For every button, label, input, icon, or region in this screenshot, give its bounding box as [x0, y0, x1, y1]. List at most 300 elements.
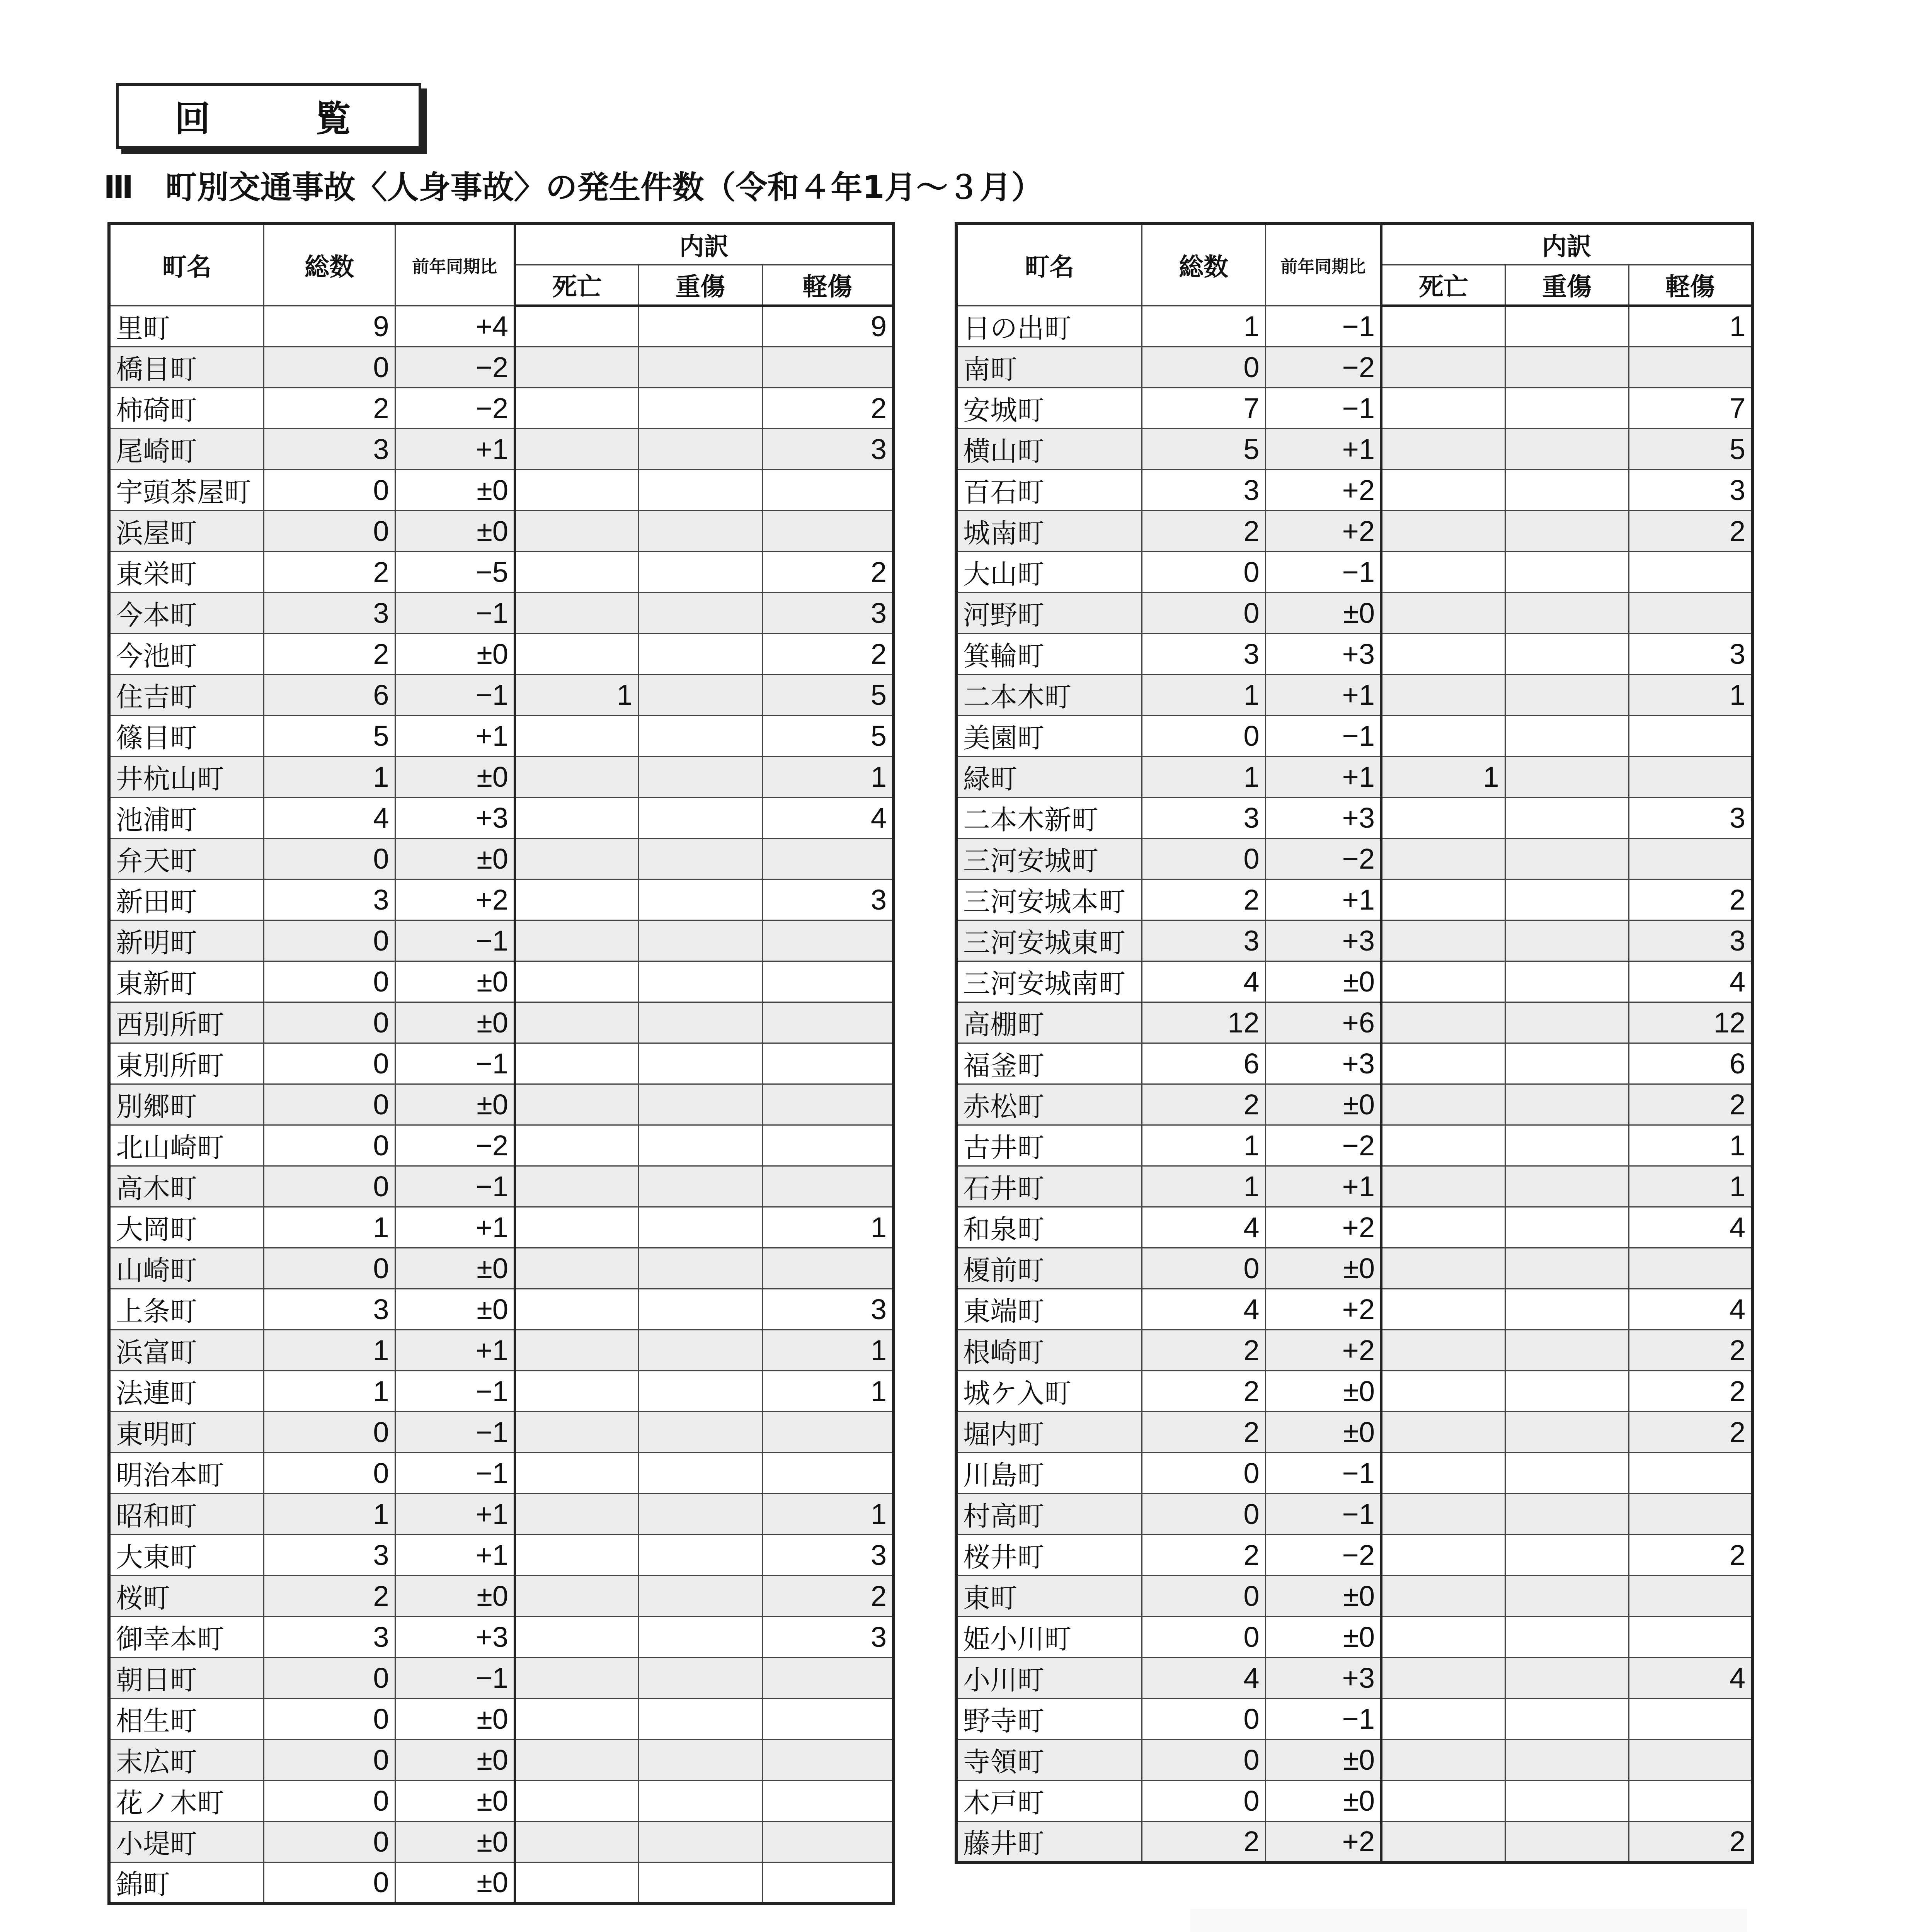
ratio-cell: ±0 [395, 1780, 515, 1821]
table-row [956, 1616, 1752, 1657]
ratio-cell: +3 [1265, 633, 1381, 674]
town-name-cell: 上条町 [109, 1289, 264, 1330]
minor-cell [762, 838, 894, 879]
serious-cell [1505, 1371, 1629, 1412]
ratio-cell: +1 [395, 1493, 515, 1534]
death-cell [515, 1084, 638, 1125]
table-row [109, 1862, 894, 1903]
total-cell: 0 [1142, 1616, 1265, 1657]
town-name-cell: 西別所町 [109, 1002, 264, 1043]
total-cell: 1 [1142, 756, 1265, 797]
ratio-cell: ±0 [1265, 1084, 1381, 1125]
ratio-cell: ±0 [1265, 1575, 1381, 1616]
death-cell [1381, 797, 1505, 838]
minor-cell [1629, 838, 1752, 879]
minor-cell [1629, 1575, 1752, 1616]
minor-cell [762, 1821, 894, 1862]
col-total-header: 総数 [264, 224, 395, 306]
ratio-cell: ±0 [395, 1289, 515, 1330]
minor-cell: 9 [762, 306, 894, 347]
serious-cell [1505, 1452, 1629, 1493]
table-row [956, 1166, 1752, 1207]
table-row [956, 674, 1752, 715]
serious-cell [638, 1657, 762, 1698]
ratio-cell: +6 [1265, 1002, 1381, 1043]
total-cell: 1 [1142, 1166, 1265, 1207]
death-cell [515, 879, 638, 920]
town-name-cell: 川島町 [956, 1452, 1142, 1493]
total-cell: 0 [264, 1452, 395, 1493]
table-row [956, 1821, 1752, 1862]
serious-cell [638, 429, 762, 469]
total-cell: 0 [264, 1002, 395, 1043]
table-row [109, 1739, 894, 1780]
table-row [956, 592, 1752, 633]
ratio-cell: +3 [395, 797, 515, 838]
ratio-cell: ±0 [395, 510, 515, 551]
death-cell [515, 1575, 638, 1616]
kairan-label: 回 覧 [174, 98, 386, 139]
minor-cell [762, 1862, 894, 1903]
serious-cell [638, 838, 762, 879]
serious-cell [638, 920, 762, 961]
table-row [109, 1575, 894, 1616]
ratio-cell: +2 [395, 879, 515, 920]
town-name-cell: 南町 [956, 347, 1142, 388]
ratio-cell: −1 [395, 674, 515, 715]
serious-cell [1505, 920, 1629, 961]
table-row [956, 797, 1752, 838]
total-cell: 0 [1142, 715, 1265, 756]
table-row [109, 1166, 894, 1207]
serious-cell [638, 1575, 762, 1616]
table-row [109, 1002, 894, 1043]
serious-cell [1505, 388, 1629, 429]
table-row [956, 1002, 1752, 1043]
ratio-cell: ±0 [1265, 592, 1381, 633]
total-cell: 5 [1142, 429, 1265, 469]
total-cell: 2 [1142, 510, 1265, 551]
minor-cell [1629, 1248, 1752, 1289]
total-cell: 0 [1142, 1698, 1265, 1739]
ratio-cell: −1 [395, 1657, 515, 1698]
death-cell [515, 1739, 638, 1780]
serious-cell [1505, 674, 1629, 715]
death-cell [515, 1330, 638, 1371]
serious-cell [1505, 1002, 1629, 1043]
town-name-cell: 大岡町 [109, 1207, 264, 1248]
serious-cell [1505, 1412, 1629, 1452]
serious-cell [638, 1371, 762, 1412]
total-cell: 0 [1142, 551, 1265, 592]
minor-cell: 2 [1629, 1821, 1752, 1862]
table-row [109, 1698, 894, 1739]
town-name-cell: 三河安城東町 [956, 920, 1142, 961]
serious-cell [1505, 1534, 1629, 1575]
minor-cell [762, 1002, 894, 1043]
ratio-cell: +1 [1265, 674, 1381, 715]
minor-cell [1629, 1780, 1752, 1821]
serious-cell [638, 1043, 762, 1084]
death-cell [515, 551, 638, 592]
minor-cell: 3 [1629, 797, 1752, 838]
table-row [956, 715, 1752, 756]
ratio-cell: +1 [395, 429, 515, 469]
total-cell: 7 [1142, 388, 1265, 429]
table-row [956, 1534, 1752, 1575]
serious-cell [638, 715, 762, 756]
total-cell: 3 [264, 1289, 395, 1330]
death-cell [1381, 1493, 1505, 1534]
serious-cell [638, 1002, 762, 1043]
minor-cell: 3 [1629, 633, 1752, 674]
minor-cell: 2 [762, 551, 894, 592]
table-row [956, 1739, 1752, 1780]
total-cell: 1 [1142, 306, 1265, 347]
table-row [109, 347, 894, 388]
death-cell [515, 1412, 638, 1452]
table-row [956, 1289, 1752, 1330]
death-cell [1381, 879, 1505, 920]
total-cell: 3 [264, 879, 395, 920]
serious-cell [638, 1125, 762, 1166]
minor-cell: 2 [1629, 1371, 1752, 1412]
table-row [109, 306, 894, 347]
ratio-cell: ±0 [395, 1739, 515, 1780]
minor-cell: 3 [762, 879, 894, 920]
town-name-cell: 東端町 [956, 1289, 1142, 1330]
serious-cell [638, 1493, 762, 1534]
total-cell: 3 [264, 1616, 395, 1657]
minor-cell: 3 [762, 1534, 894, 1575]
death-cell [1381, 306, 1505, 347]
death-cell [1381, 838, 1505, 879]
minor-cell [762, 1780, 894, 1821]
ratio-cell: −2 [1265, 838, 1381, 879]
serious-cell [1505, 510, 1629, 551]
kairan-box [116, 83, 421, 149]
death-cell [1381, 1821, 1505, 1862]
death-cell [1381, 469, 1505, 510]
town-name-cell: 和泉町 [956, 1207, 1142, 1248]
town-name-cell: 二本木新町 [956, 797, 1142, 838]
death-cell [1381, 1575, 1505, 1616]
serious-cell [638, 510, 762, 551]
total-cell: 0 [264, 1862, 395, 1903]
death-cell [515, 1493, 638, 1534]
total-cell: 1 [264, 1330, 395, 1371]
ratio-cell: −2 [1265, 1534, 1381, 1575]
total-cell: 3 [264, 429, 395, 469]
minor-cell [762, 1698, 894, 1739]
death-cell [515, 1125, 638, 1166]
death-cell [1381, 961, 1505, 1002]
total-cell: 0 [264, 1084, 395, 1125]
minor-cell [1629, 1493, 1752, 1534]
death-cell [515, 1821, 638, 1862]
table-body-right [956, 306, 1752, 1862]
minor-cell: 1 [1629, 1166, 1752, 1207]
minor-cell: 5 [1629, 429, 1752, 469]
table-row [109, 1412, 894, 1452]
town-name-cell: 藤井町 [956, 1821, 1142, 1862]
ratio-cell: +3 [1265, 1657, 1381, 1698]
serious-cell [638, 1616, 762, 1657]
serious-cell [1505, 1616, 1629, 1657]
death-cell [515, 1534, 638, 1575]
table-row [956, 756, 1752, 797]
table-row [109, 551, 894, 592]
table-row [956, 633, 1752, 674]
faint-background-print [1190, 1909, 1747, 1932]
col-serious-header: 重傷 [638, 265, 762, 306]
table-row [109, 1780, 894, 1821]
total-cell: 0 [264, 1412, 395, 1452]
accident-table-left [107, 222, 895, 1905]
ratio-cell: +3 [395, 1616, 515, 1657]
town-name-cell: 弁天町 [109, 838, 264, 879]
table-row [109, 592, 894, 633]
minor-cell [762, 510, 894, 551]
total-cell: 2 [1142, 879, 1265, 920]
death-cell [1381, 1534, 1505, 1575]
death-cell [1381, 1125, 1505, 1166]
ratio-cell: +4 [395, 306, 515, 347]
table-row [109, 1248, 894, 1289]
minor-cell: 7 [1629, 388, 1752, 429]
total-cell: 1 [1142, 1125, 1265, 1166]
death-cell [515, 1002, 638, 1043]
town-name-cell: 石井町 [956, 1166, 1142, 1207]
death-cell [515, 961, 638, 1002]
death-cell [1381, 920, 1505, 961]
serious-cell [1505, 429, 1629, 469]
serious-cell [1505, 592, 1629, 633]
town-name-cell: 赤松町 [956, 1084, 1142, 1125]
ratio-cell: −1 [1265, 306, 1381, 347]
table-row [956, 838, 1752, 879]
town-name-cell: 姫小川町 [956, 1616, 1142, 1657]
death-cell [515, 510, 638, 551]
town-name-cell: 住吉町 [109, 674, 264, 715]
minor-cell: 2 [762, 633, 894, 674]
table-row [956, 551, 1752, 592]
col-minor-header: 軽傷 [762, 265, 894, 306]
col-breakdown-header: 内訳 [1381, 224, 1752, 265]
town-name-cell: 箕輪町 [956, 633, 1142, 674]
town-name-cell: 三河安城本町 [956, 879, 1142, 920]
death-cell [1381, 347, 1505, 388]
total-cell: 0 [264, 1248, 395, 1289]
town-name-cell: 法連町 [109, 1371, 264, 1412]
serious-cell [638, 469, 762, 510]
death-cell [515, 1043, 638, 1084]
town-name-cell: 柿碕町 [109, 388, 264, 429]
town-name-cell: 朝日町 [109, 1657, 264, 1698]
minor-cell: 3 [1629, 469, 1752, 510]
death-cell [515, 1248, 638, 1289]
town-name-cell: 橋目町 [109, 347, 264, 388]
town-name-cell: 古井町 [956, 1125, 1142, 1166]
ratio-cell: +1 [1265, 756, 1381, 797]
table-row [956, 469, 1752, 510]
total-cell: 2 [264, 633, 395, 674]
serious-cell [1505, 1289, 1629, 1330]
minor-cell [1629, 592, 1752, 633]
table-row [956, 388, 1752, 429]
table-row [109, 961, 894, 1002]
total-cell: 2 [1142, 1330, 1265, 1371]
total-cell: 0 [264, 1739, 395, 1780]
table-row [956, 510, 1752, 551]
town-name-cell: 小堤町 [109, 1821, 264, 1862]
minor-cell: 3 [1629, 920, 1752, 961]
town-name-cell: 大東町 [109, 1534, 264, 1575]
table-row [109, 797, 894, 838]
minor-cell: 2 [762, 388, 894, 429]
ratio-cell: +1 [395, 1207, 515, 1248]
total-cell: 3 [264, 1534, 395, 1575]
ratio-cell: ±0 [395, 1821, 515, 1862]
total-cell: 1 [264, 756, 395, 797]
ratio-cell: +2 [1265, 1207, 1381, 1248]
death-cell [1381, 388, 1505, 429]
table-row [956, 1575, 1752, 1616]
minor-cell: 1 [762, 1207, 894, 1248]
minor-cell [762, 347, 894, 388]
total-cell: 3 [1142, 633, 1265, 674]
town-name-cell: 榎前町 [956, 1248, 1142, 1289]
town-name-cell: 高木町 [109, 1166, 264, 1207]
serious-cell [1505, 1780, 1629, 1821]
minor-cell: 3 [762, 1616, 894, 1657]
total-cell: 1 [264, 1207, 395, 1248]
table-row [109, 879, 894, 920]
ratio-cell: +3 [1265, 920, 1381, 961]
death-cell [515, 838, 638, 879]
ratio-cell: ±0 [1265, 1248, 1381, 1289]
death-cell [1381, 1698, 1505, 1739]
minor-cell [762, 1657, 894, 1698]
death-cell [1381, 429, 1505, 469]
ratio-cell: ±0 [1265, 1780, 1381, 1821]
total-cell: 5 [264, 715, 395, 756]
ratio-cell: ±0 [1265, 1616, 1381, 1657]
serious-cell [638, 1780, 762, 1821]
death-cell [1381, 1248, 1505, 1289]
death-cell [1381, 1289, 1505, 1330]
serious-cell [638, 347, 762, 388]
table-row [956, 1780, 1752, 1821]
serious-cell [638, 306, 762, 347]
death-cell: 1 [1381, 756, 1505, 797]
death-cell [515, 429, 638, 469]
minor-cell [1629, 347, 1752, 388]
minor-cell [762, 1125, 894, 1166]
ratio-cell: +2 [1265, 469, 1381, 510]
town-name-cell: 堀内町 [956, 1412, 1142, 1452]
death-cell [1381, 551, 1505, 592]
serious-cell [638, 1534, 762, 1575]
total-cell: 4 [264, 797, 395, 838]
serious-cell [638, 1166, 762, 1207]
death-cell [1381, 1330, 1505, 1371]
serious-cell [638, 633, 762, 674]
serious-cell [1505, 838, 1629, 879]
total-cell: 2 [1142, 1412, 1265, 1452]
total-cell: 4 [1142, 1657, 1265, 1698]
serious-cell [1505, 879, 1629, 920]
table-row [956, 1371, 1752, 1412]
table-row [109, 1084, 894, 1125]
total-cell: 2 [1142, 1534, 1265, 1575]
total-cell: 0 [264, 920, 395, 961]
ratio-cell: +1 [395, 1534, 515, 1575]
serious-cell [1505, 1493, 1629, 1534]
town-name-cell: 東明町 [109, 1412, 264, 1452]
minor-cell: 4 [1629, 1207, 1752, 1248]
minor-cell: 3 [762, 592, 894, 633]
table-row [109, 633, 894, 674]
serious-cell [1505, 1125, 1629, 1166]
table-row [956, 1207, 1752, 1248]
town-name-cell: 小川町 [956, 1657, 1142, 1698]
table-row [109, 1289, 894, 1330]
ratio-cell: ±0 [395, 1575, 515, 1616]
table-row [109, 1371, 894, 1412]
town-name-cell: 浜屋町 [109, 510, 264, 551]
minor-cell: 3 [762, 1289, 894, 1330]
ratio-cell: −2 [1265, 347, 1381, 388]
serious-cell [1505, 347, 1629, 388]
table-row [109, 1657, 894, 1698]
total-cell: 0 [264, 1698, 395, 1739]
table-row [956, 1043, 1752, 1084]
table-row [956, 306, 1752, 347]
accident-table-right [955, 222, 1754, 1864]
town-name-cell: 河野町 [956, 592, 1142, 633]
table-row [109, 1616, 894, 1657]
town-name-cell: 福釜町 [956, 1043, 1142, 1084]
death-cell [515, 633, 638, 674]
town-name-cell: 寺領町 [956, 1739, 1142, 1780]
minor-cell: 4 [1629, 1657, 1752, 1698]
table-row [109, 920, 894, 961]
serious-cell [638, 1289, 762, 1330]
table-row [956, 347, 1752, 388]
minor-cell [1629, 1452, 1752, 1493]
death-cell [515, 469, 638, 510]
table-row [956, 1248, 1752, 1289]
death-cell [515, 1780, 638, 1821]
town-name-cell: 高棚町 [956, 1002, 1142, 1043]
death-cell [515, 1616, 638, 1657]
minor-cell: 1 [762, 1330, 894, 1371]
serious-cell [1505, 715, 1629, 756]
table-row [956, 1084, 1752, 1125]
death-cell [1381, 1207, 1505, 1248]
total-cell: 3 [1142, 469, 1265, 510]
death-cell [515, 1452, 638, 1493]
ratio-cell: −1 [395, 1371, 515, 1412]
death-cell [515, 347, 638, 388]
total-cell: 2 [264, 1575, 395, 1616]
serious-cell [1505, 961, 1629, 1002]
ratio-cell: ±0 [1265, 1412, 1381, 1452]
serious-cell [638, 1207, 762, 1248]
ratio-cell: −1 [395, 1452, 515, 1493]
death-cell [1381, 1166, 1505, 1207]
